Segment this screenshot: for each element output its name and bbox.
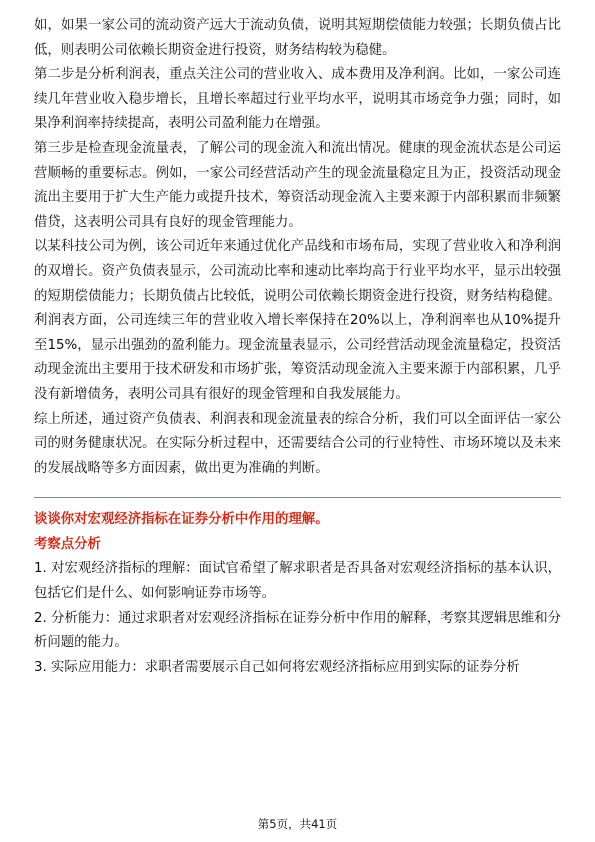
body-paragraph-4: 以某科技公司为例，该公司近年来通过优化产品线和市场布局，实现了营业收入和净利润的双增长。资产负债表显示，公司流动比率和速动比率均高于行业平均水平，显示出较强的短期偿债能力；长期负债占比较低，说明公司依赖长期资金进行投资，财务结构稳健。利润表方面，公司连续三年的营业收入增长率保持在20%以上，净利润率也从10%提升至15%，显示出强劲的盈利能力。现金流量表显示，公司经营活动现金流量稳定，投资活动现金流出主要用于技术研发和市场扩张，筹资活动现金流入主要来源于内部积累，几乎没有新增债务，表明公司具有很好的现金管理和自我发展能力。	[34, 239, 561, 402]
body-paragraph-1: 如，如果一家公司的流动资产远大于流动负债，说明其短期偿债能力较强；长期负债占比低，则表明公司依赖长期资金进行投资，财务结构较为稳健。	[34, 18, 561, 58]
document-page	[34, 14, 561, 680]
body-paragraph-2: 第二步是分析利润表，重点关注公司的营业收入、成本费用及净利润。比如，一家公司连续几年营业收入稳步增长，且增长率超过行业平均水平，说明其市场竞争力强；同时，如果净利润率持续提高，表明公司盈利能力在增强。	[34, 67, 561, 132]
interview-question: 谈谈你对宏观经济指标在证券分析中作用的理解。	[34, 512, 329, 528]
section-divider	[34, 497, 561, 498]
page-footer: 第5页，共41页	[257, 817, 338, 831]
analysis-item-3: 3. 实际应用能力：求职者需要展示自己如何将宏观经济指标应用到实际的证券分析	[34, 659, 520, 675]
section-title: 考察点分析	[34, 536, 101, 552]
analysis-item-2: 2. 分析能力：通过求职者对宏观经济指标在证券分析中作用的解释，考察其逻辑思维和分析问题的能力。	[34, 610, 561, 651]
body-paragraph-5: 综上所述，通过资产负债表、利润表和现金流量表的综合分析，我们可以全面评估一家公司的财务健康状况。在实际分析过程中，还需要结合公司的行业特性、市场环境以及未来的发展战略等多方面因素，做出更为准确的判断。	[34, 411, 561, 476]
body-paragraph-3: 第三步是检查现金流量表，了解公司的现金流入和流出情况。健康的现金流状态是公司运营顺畅的重要标志。例如，一家公司经营活动产生的现金流量稳定且为正，投资活动现金流出主要用于扩大生产能力或提升技术，筹资活动现金流入主要来源于内部积累而非频繁借贷，这表明公司具有良好的现金管理能力。	[34, 140, 561, 230]
analysis-item-1: 1. 对宏观经济指标的理解：面试官希望了解求职者是否具备对宏观经济指标的基本认识，包括它们是什么、如何影响证券市场等。	[34, 561, 561, 602]
